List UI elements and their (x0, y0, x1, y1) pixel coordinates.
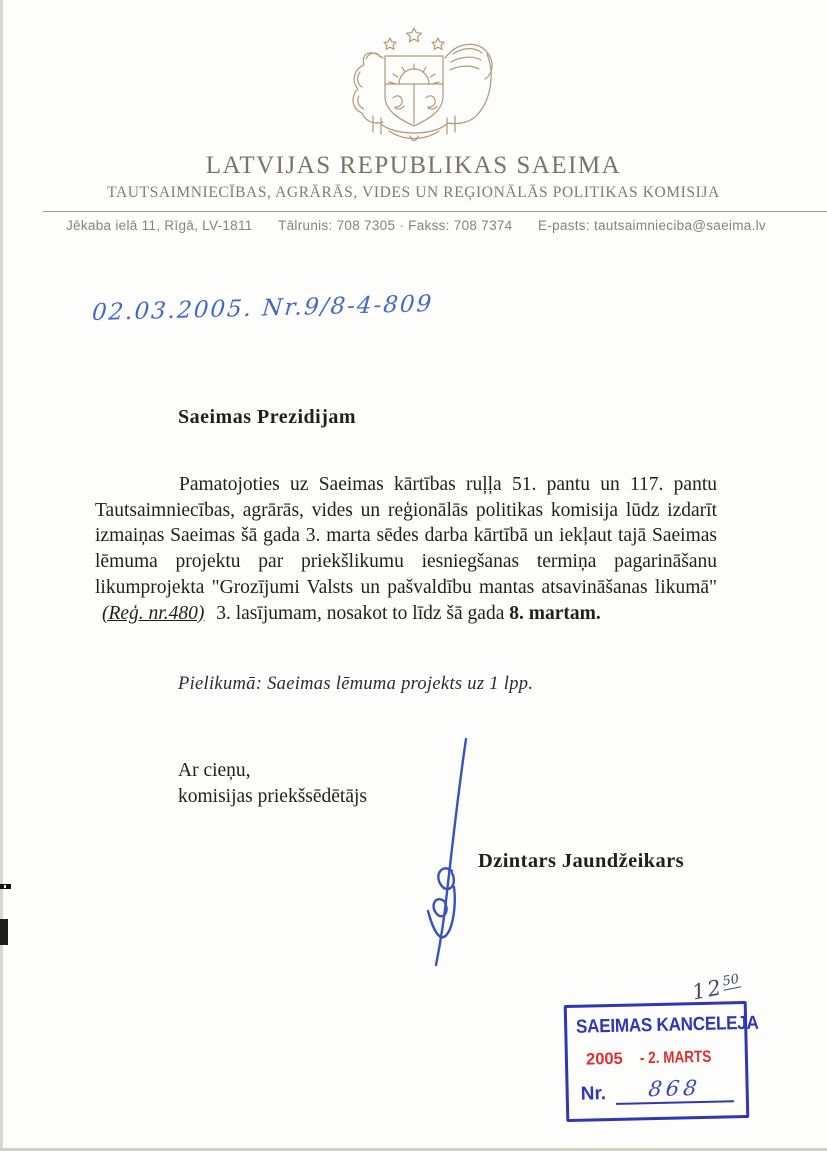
stamp-nr-label: Nr. (580, 1083, 607, 1105)
bill-reg-reference: (Reģ. nr.480) (102, 602, 205, 624)
stamp-nr-row (568, 1077, 746, 1106)
stamp-date (568, 1047, 745, 1070)
signer-title: komisijas priekšsēdētājs (178, 786, 368, 807)
stamp-nr-line (616, 1077, 734, 1105)
latvia-coat-of-arms-icon (329, 26, 499, 146)
header-rule (43, 211, 827, 212)
handwritten-reg-number: 02.03.2005. Nr.9/8-4-809 (90, 291, 435, 327)
committee-name: TAUTSAIMNIECĪBAS, AGRĀRĀS, VIDES UN REĢIONĀLĀS POLITIKAS KOMISIJA (107, 184, 720, 201)
body-paragraph (95, 472, 717, 626)
received-time-hours: 12 (690, 975, 725, 1005)
contact-phone-fax: Tālrunis: 708 7305 · Fakss: 708 7374 (278, 218, 513, 233)
org-title: LATVIJAS REPUBLIKAS SAEIMA (205, 152, 622, 179)
closing-salutation: Ar cieņu, (178, 760, 251, 781)
received-time-minutes: 50 (721, 971, 741, 990)
signature (408, 733, 488, 978)
closing-block (178, 758, 367, 810)
stamp-date-year: 2005 (585, 1049, 623, 1069)
attachment-note: Pielikumā: Saeimas lēmuma projekts uz 1 lpp. (178, 674, 534, 694)
scan-mark-dash (0, 884, 11, 889)
stamp-office-name: SAEIMAS KANCELEJA (575, 1012, 759, 1038)
signer-name: Dzintars Jaundžeikars (478, 850, 685, 872)
stamp-nr-value: 868 (647, 1075, 703, 1102)
stamp-date-day-month: - 2. MARTS (639, 1047, 712, 1068)
received-time-note (690, 972, 743, 1005)
contact-email: E-pasts: tautsaimnieciba@saeima.lv (537, 218, 766, 233)
body-text-1: Pamatojoties uz Saeimas kārtības ruļļa 51. pantu un 117. pantu Tautsaimniecības, agrārās, vides un reģionālās politikas komisija lūdz izdarīt izmaiņas Saeimas šā gada 3. marta sēdes darba kārtībā un iekļaut tajā Saeimas lēmuma projektu par priekšlikumu iesniegšanas termiņa pagarināšanu likumprojekta "Grozījumi Valsts un pašvaldību mantas atsavināšanas likumā" (95, 474, 717, 598)
body-text-2: 3. lasījumam, nosakot to līdz šā gada (216, 602, 505, 624)
recipient: Saeimas Prezidijam (178, 406, 357, 428)
deadline-date: 8. martam. (509, 602, 601, 624)
scan-mark-block (0, 919, 8, 945)
contact-address: Jēkaba ielā 11, Rīgā, LV-1811 (66, 218, 253, 233)
scan-edge-left (0, 0, 3, 1151)
contact-row (66, 218, 766, 233)
chancellery-stamp (564, 1001, 759, 1122)
